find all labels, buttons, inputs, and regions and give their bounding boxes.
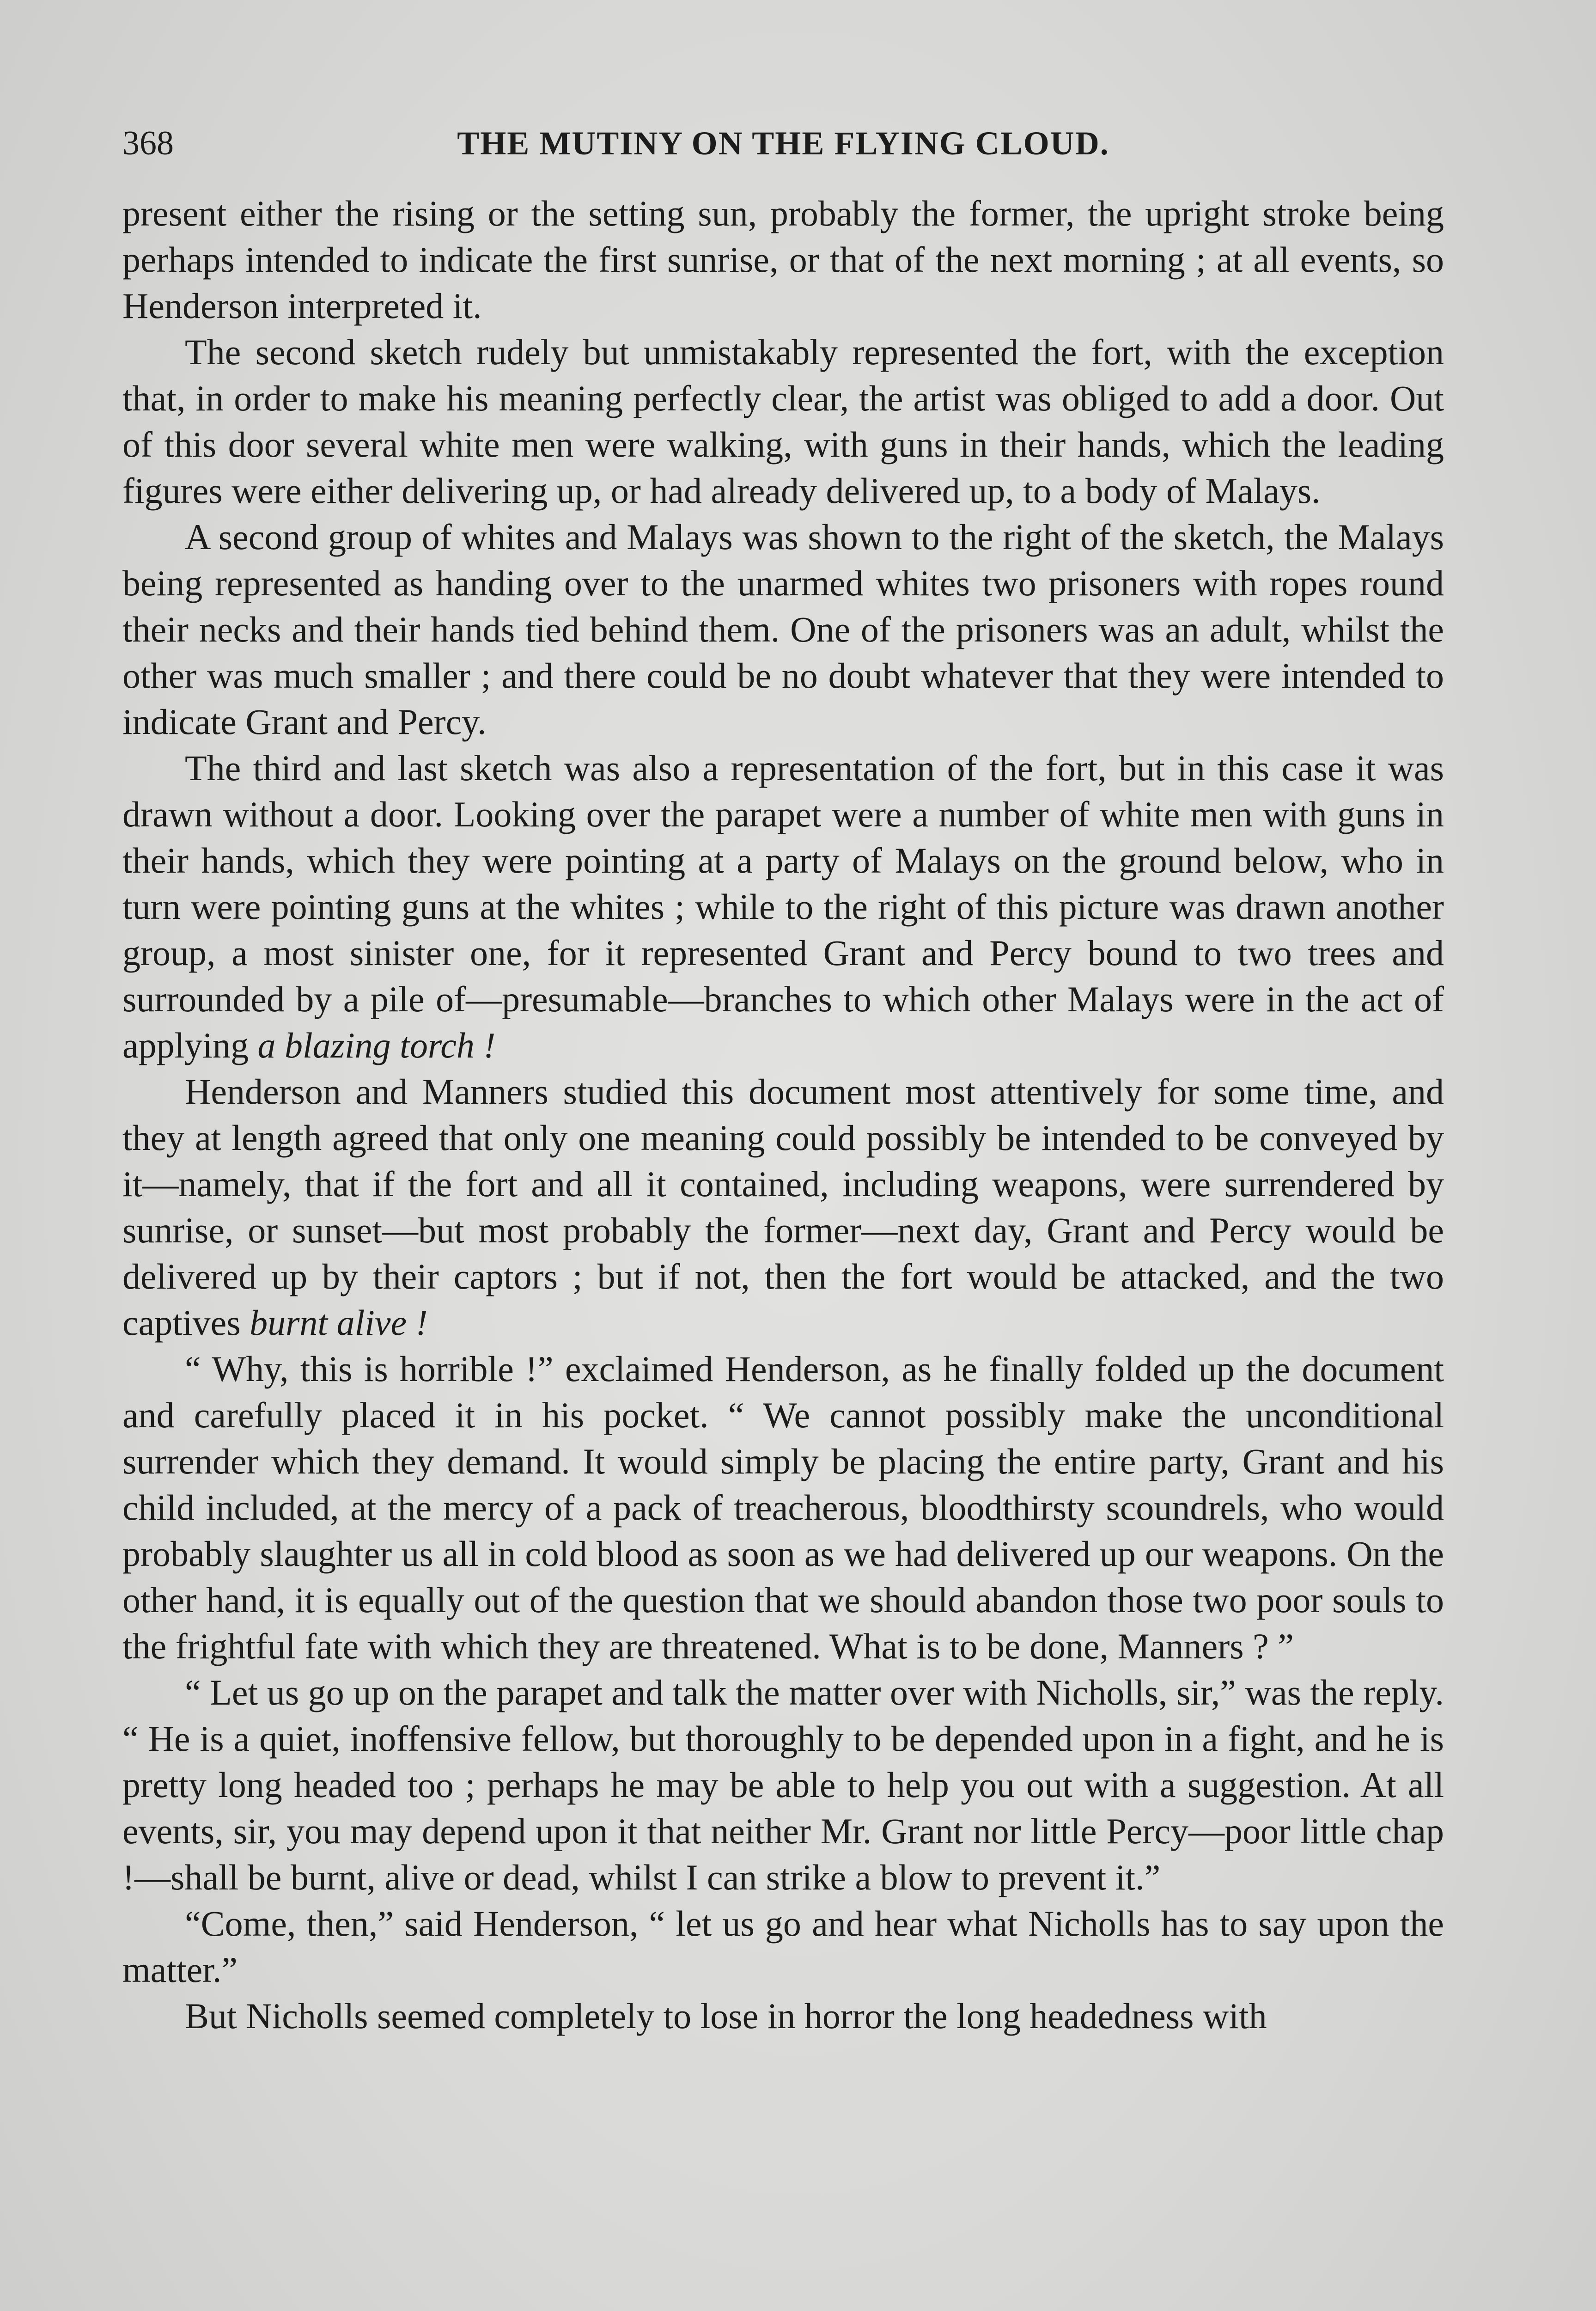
paragraph — [122, 745, 1444, 1069]
paragraph — [122, 514, 1444, 745]
paragraph-text: “Come, then,” said Henderson, “ let us go and hear what Nicholls has to say upon the matter.” — [122, 1903, 1444, 1990]
paragraph — [122, 1901, 1444, 1993]
body-text — [122, 190, 1444, 2039]
italic-text: burnt alive ! — [250, 1302, 428, 1343]
paragraph-text: “ Why, this is horrible !” exclaimed Henderson, as he finally folded up the document and carefully placed it in his pocket. “ We cannot possibly make the unconditional surrender which they demand. It would simply be placing the entire party, Grant and his child included, at the mercy of a pack of treacherous, bloodthirsty scoundrels, who would probably slaughter us all in cold blood as soon as we had delivered up our weapons. On the other hand, it is equally out of the question that we should abandon those two poor souls to the frightful fate with which they are threatened. What is to be done, Manners ? ” — [122, 1349, 1444, 1666]
paragraph-text: But Nicholls seemed completely to lose in horror the long headedness with — [185, 1996, 1267, 2036]
page-header — [122, 118, 1444, 169]
paragraph-text: The second sketch rudely but unmistakably represented the fort, with the exception that, in order to make his meaning perfectly clear, the artist was obliged to add a door. Out of this door several white men were walking, with guns in their hands, which the leading figures were either delivering up, or had already delivered up, to a body of Malays. — [122, 332, 1444, 511]
paragraph-text: present either the rising or the setting sun, probably the former, the upright stroke being perhaps intended to indicate the first sunrise, or that of the next morning ; at all events, so Henderson interpreted it. — [122, 193, 1444, 326]
paragraph-text: Henderson and Manners studied this document most attentively for some time, and they at length agreed that only one meaning could possibly be intended to be conveyed by it—namely, that if the fort and all it contained, including weapons, were surrendered by sunrise, or sunset—but most probably the former—next day, Grant and Percy would be delivered up by their captors ; but if not, then the fort would be attacked, and the two captives — [122, 1071, 1444, 1343]
paragraph-text: A second group of whites and Malays was shown to the right of the sketch, the Malays being represented as handing over to the unarmed whites two prisoners with ropes round their necks and their hands tied behind them. One of the prisoners was an adult, whilst the other was much smaller ; and there could be no doubt whatever that they were intended to indicate Grant and Percy. — [122, 517, 1444, 742]
paragraph — [122, 1669, 1444, 1901]
paragraph — [122, 190, 1444, 329]
paragraph — [122, 329, 1444, 514]
paragraph-text: The third and last sketch was also a representation of the fort, but in this case it was drawn without a door. Looking over the parapet were a number of white men with guns in their hands, which they were pointing at a party of Malays on the ground below, who in turn were pointing guns at the whites ; while to the right of this picture was drawn another group, a most sinister one, for it represented Grant and Percy bound to two trees and surrounded by a pile of—presumable—branches to which other Malays were in the act of applying — [122, 748, 1444, 1065]
paragraph-text: “ Let us go up on the parapet and talk the matter over with Nicholls, sir,” was the reply. “ He is a quiet, inoffensive fellow, but thoroughly to be depended upon in a fight, and he is pretty long headed too ; perhaps he may be able to help you out with a suggestion. At all events, sir, you may depend upon it that neither Mr. Grant nor little Percy—poor little chap !—shall be burnt, alive or dead, whilst I can strike a blow to prevent it.” — [122, 1672, 1444, 1897]
page-number: 368 — [122, 124, 174, 162]
running-title: THE MUTINY ON THE FLYING CLOUD. — [457, 125, 1109, 162]
paragraph — [122, 1346, 1444, 1669]
paragraph — [122, 1069, 1444, 1346]
paragraph — [122, 1993, 1444, 2039]
italic-text: a blazing torch ! — [257, 1025, 496, 1065]
